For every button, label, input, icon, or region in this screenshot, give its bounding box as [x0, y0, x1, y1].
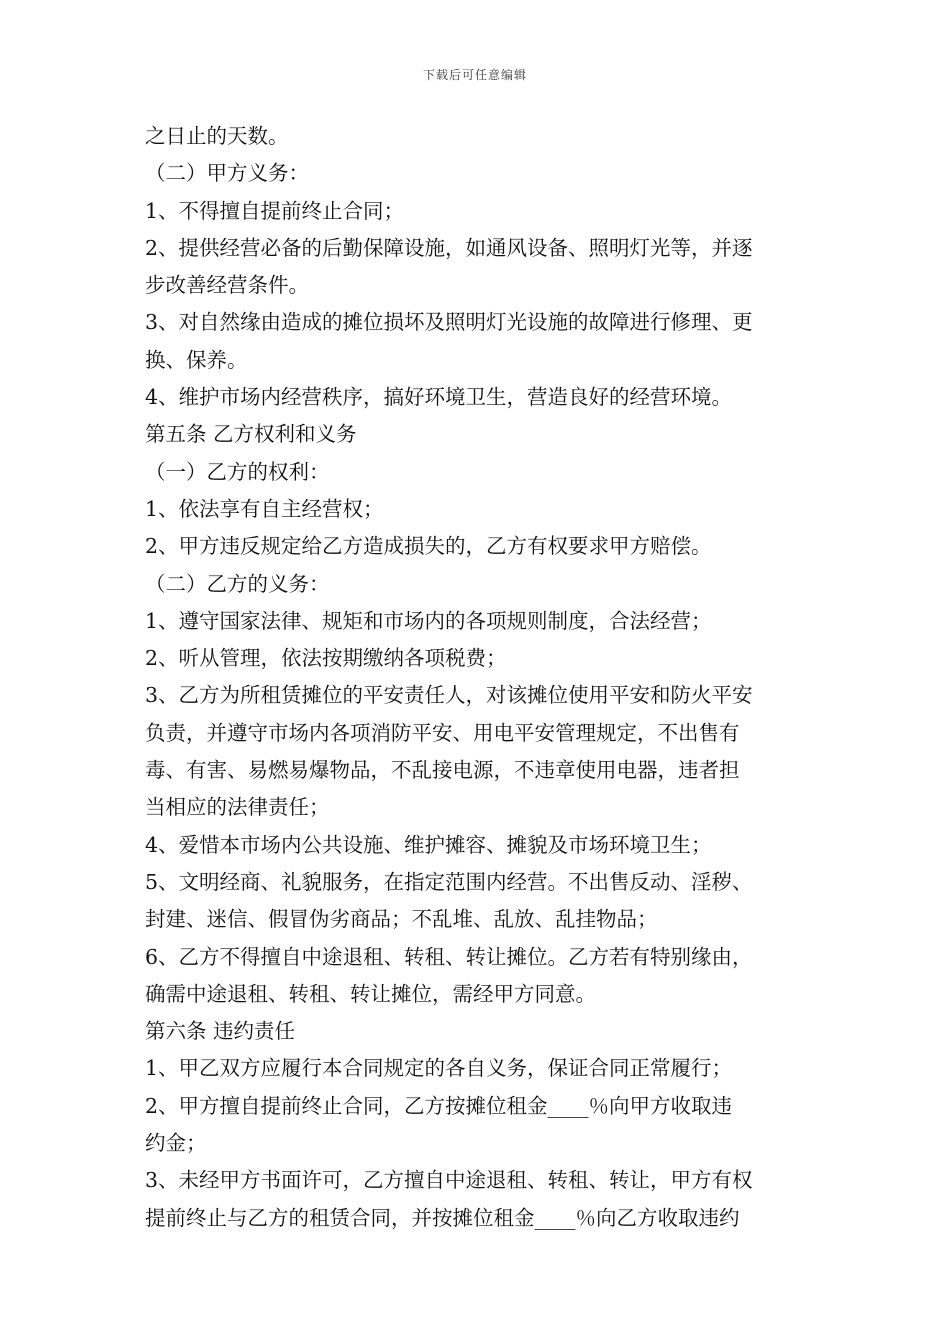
- text-line: 3、乙方为所租赁摊位的平安责任人，对该摊位使用平安和防火平安: [145, 683, 753, 708]
- text-line: 4、维护市场内经营秩序，搞好环境卫生，营造良好的经营环境。: [145, 385, 733, 410]
- text-line: 毒、有害、易燃易爆物品，不乱接电源，不违章使用电器，违者担: [145, 758, 740, 783]
- section-heading: （一）乙方的权利：: [145, 459, 330, 484]
- text-line: 换、保养。: [145, 347, 248, 372]
- text-line: 约金；: [145, 1131, 207, 1156]
- text-line: 4、爱惜本市场内公共设施、维护摊容、摊貌及市场环境卫生；: [145, 832, 712, 857]
- article-heading: 第五条 乙方权利和义务: [145, 422, 357, 447]
- text-line: 确需中途退租、转租、转让摊位，需经甲方同意。: [145, 981, 596, 1006]
- text-line: 当相应的法律责任；: [145, 795, 330, 820]
- page-header: 下载后可任意编辑: [422, 68, 527, 82]
- text-line: 2、甲方违反规定给乙方造成损失的，乙方有权要求甲方赔偿。: [145, 534, 712, 559]
- section-heading: （二）乙方的义务：: [145, 571, 330, 596]
- text-line: 1、依法享有自主经营权；: [145, 496, 384, 521]
- text-line: 2、提供经营必备的后勤保障设施，如通风设备、照明灯光等，并逐: [145, 235, 753, 260]
- text-line: 3、对自然缘由造成的摊位损坏及照明灯光设施的故障进行修理、更: [145, 310, 753, 335]
- text-line: 5、文明经商、礼貌服务，在指定范围内经营。不出售反动、淫秽、: [145, 869, 753, 894]
- text-line: 3、未经甲方书面许可，乙方擅自中途退租、转租、转让，甲方有权: [145, 1168, 753, 1193]
- text-line: 6、乙方不得擅自中途退租、转租、转让摊位。乙方若有特别缘由，: [145, 944, 753, 969]
- text-line: 负责，并遵守市场内各项消防平安、用电平安管理规定，不出售有: [145, 720, 740, 745]
- text-line: 1、甲乙双方应履行本合同规定的各自义务，保证合同正常履行；: [145, 1056, 733, 1081]
- article-heading: 第六条 违约责任: [145, 1019, 296, 1044]
- text-line: 提前终止与乙方的租赁合同，并按摊位租金____％向乙方收取违约: [145, 1205, 740, 1230]
- text-line: 1、不得擅自提前终止合同；: [145, 198, 405, 223]
- text-line: 2、甲方擅自提前终止合同，乙方按摊位租金____％向甲方收取违: [145, 1093, 733, 1118]
- text-line: 封建、迷信、假冒伪劣商品；不乱堆、乱放、乱挂物品；: [145, 907, 658, 932]
- text-line: 1、遵守国家法律、规矩和市场内的各项规则制度，合法经营；: [145, 608, 712, 633]
- text-line: 步改善经营条件。: [145, 273, 309, 298]
- text-line: 之日止的天数。: [145, 124, 289, 148]
- text-line: 2、听从管理，依法按期缴纳各项税费；: [145, 646, 507, 671]
- document-body: [145, 118, 810, 1237]
- section-heading: （二）甲方义务：: [145, 161, 309, 186]
